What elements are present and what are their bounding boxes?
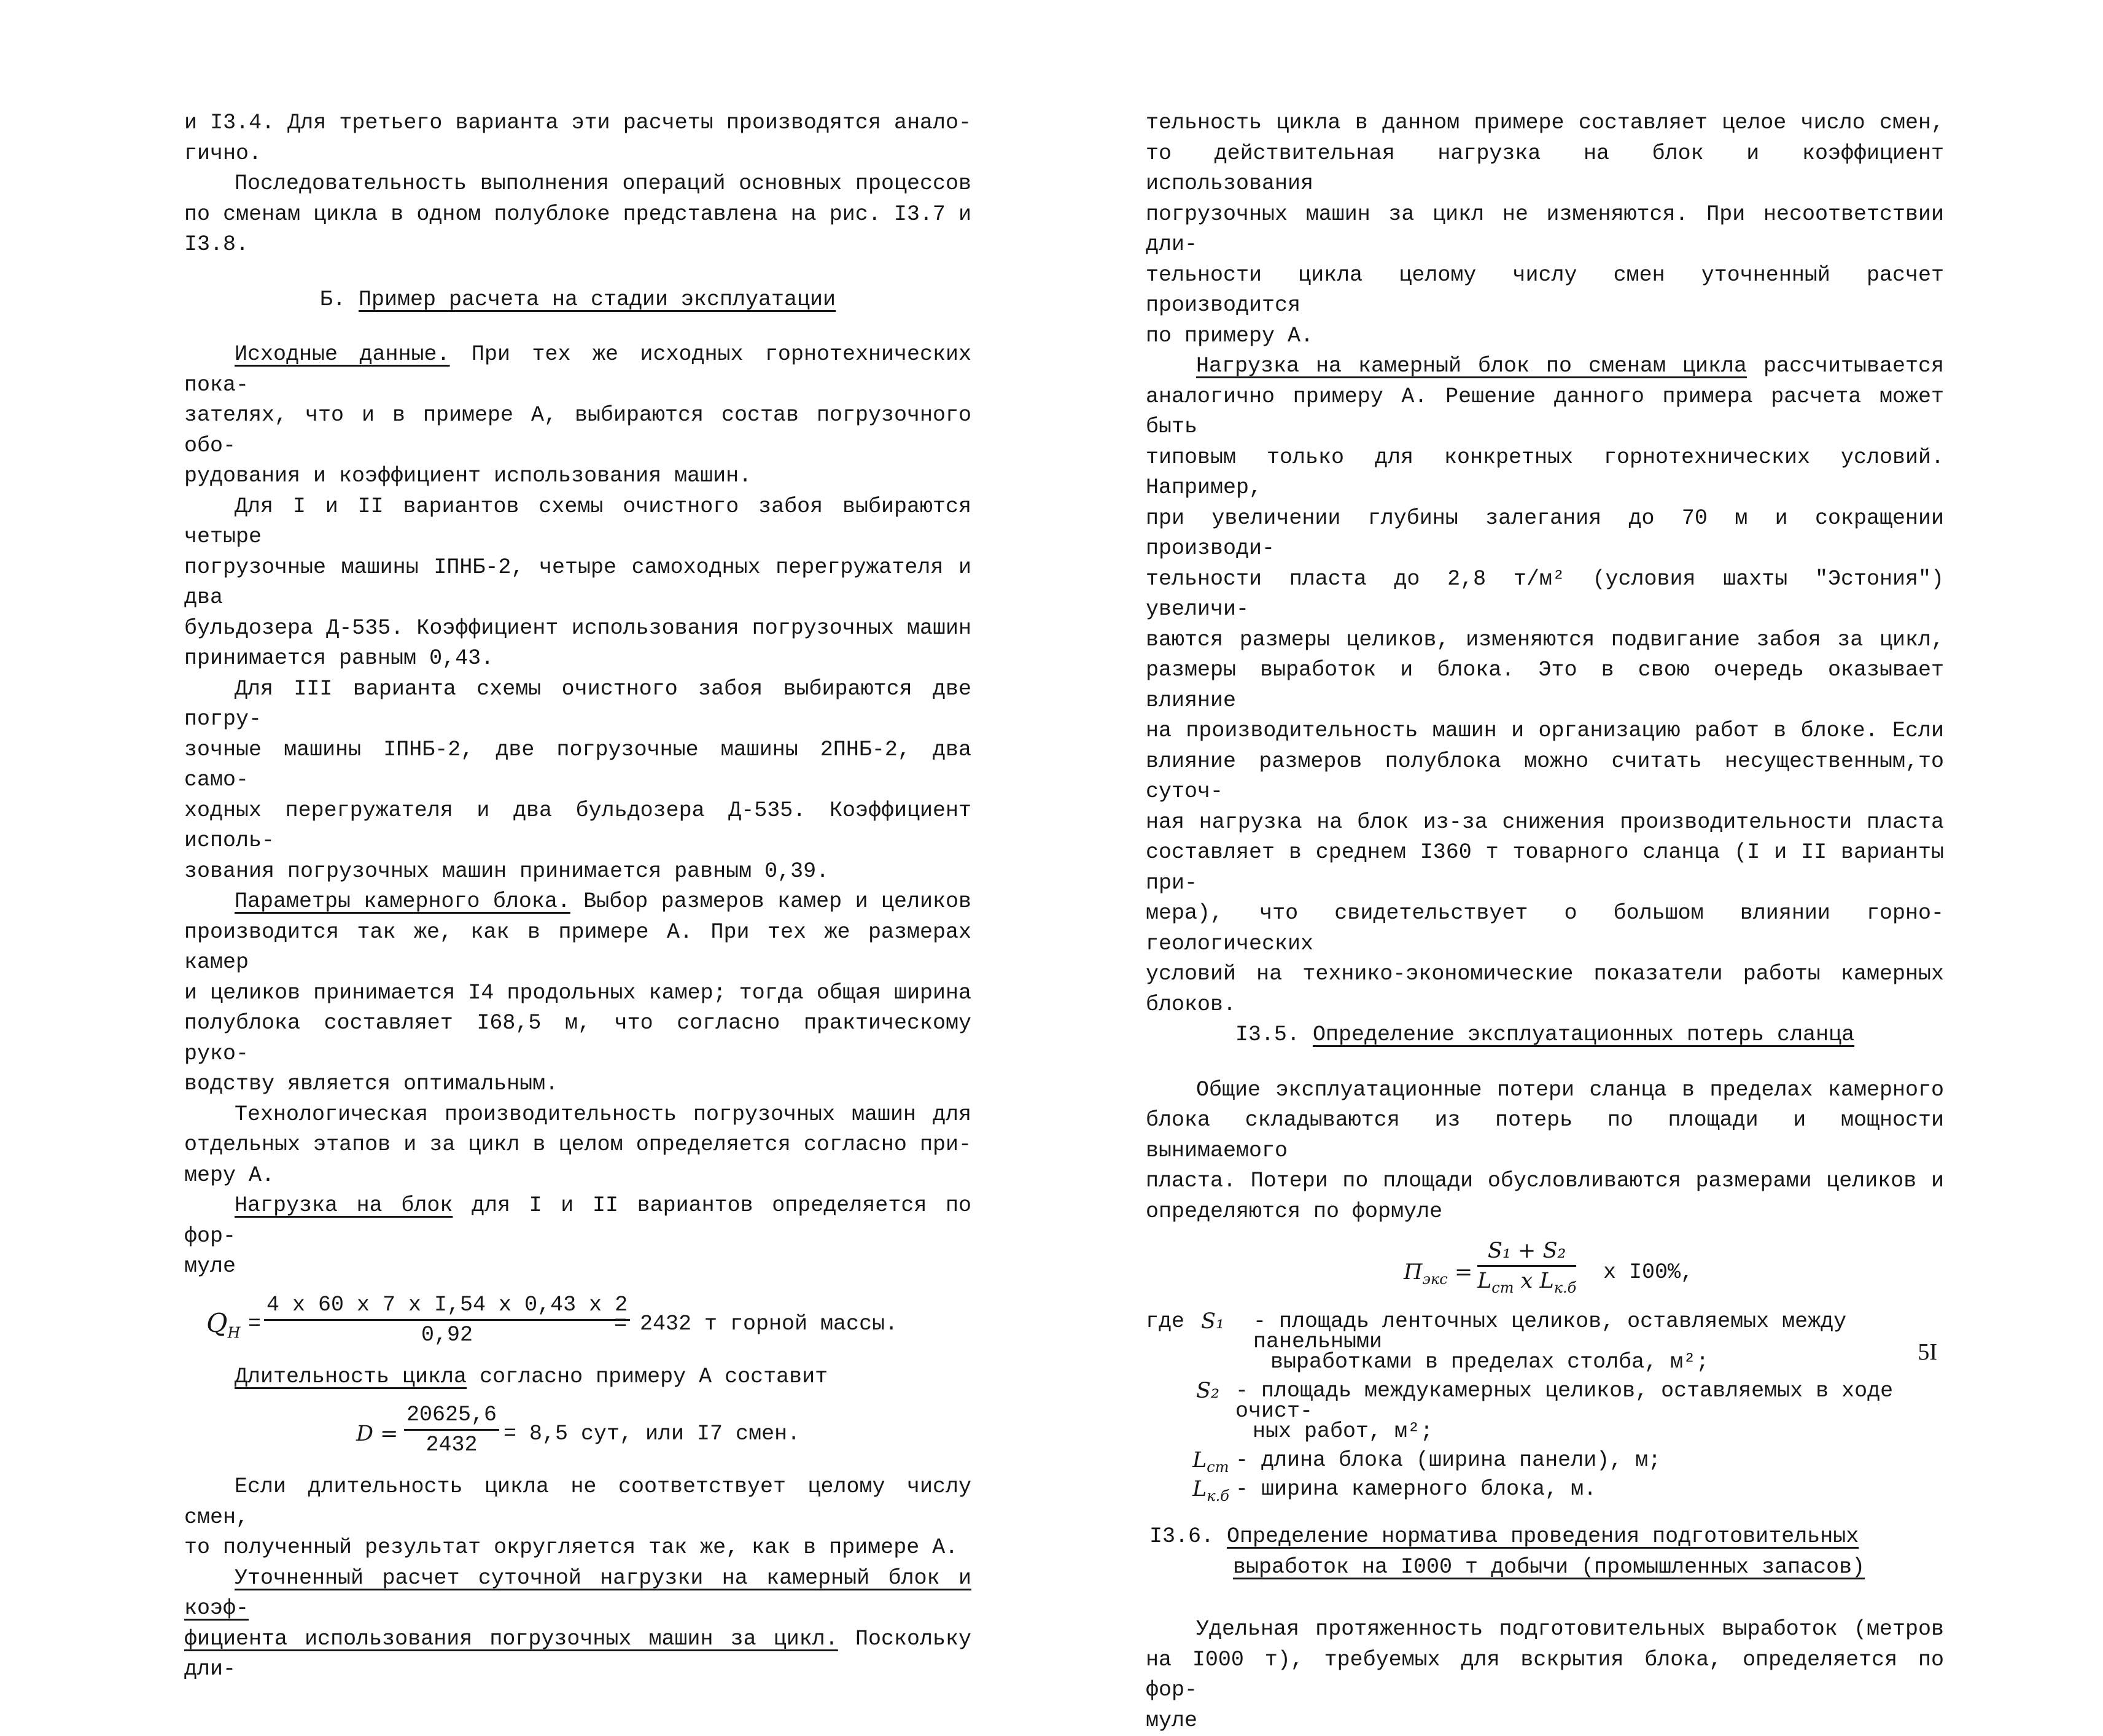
- paragraph: пласта. Потери по площади обусловливаются размерами целиков и: [1146, 1166, 1944, 1197]
- paragraph: по сменам цикла в одном полублоке представлена на рис. I3.7 и: [184, 200, 971, 230]
- paragraph: Уточненный расчет суточной нагрузки на камерный блок и коэф-: [184, 1563, 971, 1624]
- definition-row: S₂ - площадь междукамерных целиков, оставляемых в ходе очист- ных работ, м²;: [1146, 1381, 1944, 1442]
- paragraph: и целиков принимается I4 продольных камер; тогда общая ширина: [184, 978, 971, 1009]
- paragraph: Технологическая производительность погрузочных машин для: [184, 1100, 971, 1131]
- paragraph: принимается равным 0,43.: [184, 644, 971, 674]
- paragraph: аналогично примеру А. Решение данного примера расчета может быть: [1146, 382, 1944, 443]
- paragraph: определяются по формуле: [1146, 1197, 1944, 1228]
- formula-load: $Q_H$ = $\frac{\text{4 x 60 x 7 x I,54 x 0,43 x 2}}{0,92}$ = 2432 т горной массы.: [184, 1288, 971, 1356]
- paragraph: размеры выработок и блока. Это в свою очередь оказывает влияние: [1146, 655, 1944, 716]
- variable-definitions: [1146, 1312, 1944, 1500]
- paragraph: составляет в среднем I360 т товарного сланца (I и II варианты при-: [1146, 838, 1944, 898]
- paragraph: ходных перегружателя и два бульдозера Д-535. Коэффициент исполь-: [184, 796, 971, 857]
- paragraph: Для III варианта схемы очистного забоя выбираются две погру-: [184, 674, 971, 735]
- paragraph: Параметры камерного блока. Выбор размеров камер и целиков: [184, 887, 971, 917]
- section-title: Определение норматива проведения подготовительных: [1227, 1524, 1859, 1549]
- paragraph: условий на технико-экономические показатели работы камерных: [1146, 959, 1944, 990]
- section-heading-13-6-cont: [1146, 1552, 1944, 1583]
- right-column: [1146, 108, 1944, 1736]
- paragraph: производится так же, как в примере А. При тех же размерах камер: [184, 917, 971, 978]
- formula-duration: D = $\frac{20625,6}{2432}$ = 8,5 сут, или I7 смен.: [184, 1398, 971, 1466]
- paragraph: Для I и II вариантов схемы очистного забоя выбираются четыре: [184, 492, 971, 553]
- paragraph: блока складываются из потерь по площади и мощности вынимаемого: [1146, 1105, 1944, 1166]
- section-heading-13-5: I3.5. Определение эксплуатационных потерь сланца: [1146, 1020, 1944, 1051]
- paragraph: водству является оптимальным.: [184, 1069, 971, 1100]
- paragraph: на производительность машин и организацию работ в блоке. Если: [1146, 716, 1944, 747]
- paragraph: Общие эксплуатационные потери сланца в пределах камерного: [1146, 1075, 1944, 1106]
- definition-row: где S₁ - площадь ленточных целиков, оставляемых между панельными выработками в пределах столба, м²;: [1146, 1312, 1944, 1372]
- paragraph: рудования и коэффициент использования машин.: [184, 461, 971, 492]
- paragraph: при увеличении глубины залегания до 70 м и сокращении производи-: [1146, 504, 1944, 564]
- paragraph: тельность цикла в данном примере составляет целое число смен,: [1146, 108, 1944, 139]
- paragraph-lead: Параметры камерного блока.: [235, 889, 570, 914]
- paragraph: Нагрузка на блок для I и II вариантов определяется по фор-: [184, 1191, 971, 1251]
- formula-symbol: $П_{экс}$ =: [1404, 1258, 1472, 1295]
- paragraph: меру А.: [184, 1161, 971, 1191]
- paragraph: Если длительность цикла не соответствует целому числу смен,: [184, 1472, 971, 1533]
- paragraph: бульдозера Д-535. Коэффициент использования погрузочных машин: [184, 613, 971, 644]
- section-title: выработок на I000 т добычи (промышленных запасов): [1233, 1555, 1865, 1579]
- formula-fraction: S₁ + S₂ $L_{ст}$ x $L_{к.б}$: [1477, 1237, 1576, 1302]
- paragraph: полублока составляет I68,5 м, что согласно практическому руко-: [184, 1008, 971, 1069]
- formula-symbol: $Q_H$: [206, 1308, 240, 1349]
- formula-fraction: $\frac{\text{4 x 60 x 7 x I,54 x 0,43 x 2}}{0,92}$: [264, 1291, 630, 1349]
- page-number: 5I: [1918, 1337, 1937, 1368]
- paragraph: на I000 т), требуемых для вскрытия блока, определяется по фор-: [1146, 1645, 1944, 1706]
- paragraph: то действительная нагрузка на блок и коэффициент использования: [1146, 139, 1944, 200]
- definition-row: $L_{ст}$ - длина блока (ширина панели), м;: [1146, 1450, 1944, 1471]
- paragraph: Нагрузка на камерный блок по сменам цикла рассчитывается: [1146, 351, 1944, 382]
- paragraph: Последовательность выполнения операций основных процессов: [184, 169, 971, 200]
- formula-fraction: $\frac{20625,6}{2432}$: [404, 1401, 499, 1459]
- paragraph: зочные машины IПНБ-2, две погрузочные машины 2ПНБ-2, два само-: [184, 735, 971, 796]
- paragraph: фициента использования погрузочных машин за цикл. Поскольку дли-: [184, 1624, 971, 1685]
- paragraph: влияние размеров полублока можно считать несущественным,то суточ-: [1146, 747, 1944, 808]
- paragraph: по примеру А.: [1146, 321, 1944, 352]
- paragraph: ваются размеры целиков, изменяются подвигание забоя за цикл,: [1146, 625, 1944, 656]
- section-title: Определение эксплуатационных потерь сланца: [1313, 1022, 1854, 1047]
- paragraph-lead: Нагрузка на камерный блок по сменам цикла: [1196, 354, 1747, 378]
- paragraph: и I3.4. Для третьего варианта эти расчеты производятся анало-: [184, 108, 971, 139]
- paragraph: Удельная протяженность подготовительных выработок (метров: [1146, 1614, 1944, 1645]
- paragraph: муле: [184, 1251, 971, 1282]
- paragraph: погрузочные машины IПНБ-2, четыре самоходных перегружателя и два: [184, 553, 971, 613]
- paragraph: типовым только для конкретных горнотехнических условий. Например,: [1146, 443, 1944, 504]
- paragraph: I3.8.: [184, 230, 971, 260]
- paragraph-lead: Длительность цикла: [235, 1364, 467, 1389]
- paragraph: Исходные данные. При тех же исходных горнотехнических пока-: [184, 340, 971, 400]
- paragraph: гично.: [184, 139, 971, 169]
- section-heading-13-6: I3.6. Определение норматива проведения подготовительных: [1146, 1522, 1944, 1552]
- section-title: Пример расчета на стадии эксплуатации: [359, 287, 836, 312]
- paragraph: муле: [1146, 1706, 1944, 1736]
- definition-row: $L_{к.б}$ - ширина камерного блока, м.: [1146, 1479, 1944, 1500]
- paragraph: зования погрузочных машин принимается равным 0,39.: [184, 857, 971, 887]
- paragraph: зателях, что и в примере А, выбираются состав погрузочного обо-: [184, 400, 971, 461]
- paragraph: отдельных этапов и за цикл в целом определяется согласно при-: [184, 1130, 971, 1161]
- section-heading-b: Б. Пример расчета на стадии эксплуатации: [184, 285, 971, 316]
- paragraph: то полученный результат округляется так же, как в примере А.: [184, 1533, 971, 1563]
- paragraph: тельности цикла целому числу смен уточненный расчет производится: [1146, 260, 1944, 321]
- paragraph-lead: Нагрузка на блок: [235, 1193, 453, 1218]
- paragraph-lead: Исходные данные.: [235, 342, 450, 367]
- paragraph: тельности пласта до 2,8 т/м² (условия шахты "Эстония") увеличи-: [1146, 564, 1944, 625]
- paragraph: мера), что свидетельствует о большом влиянии горно-геологических: [1146, 898, 1944, 959]
- paragraph: погрузочных машин за цикл не изменяются. При несоответствии дли-: [1146, 200, 1944, 260]
- paragraph: ная нагрузка на блок из-за снижения производительности пласта: [1146, 808, 1944, 838]
- paragraph: Длительность цикла согласно примеру А составит: [184, 1362, 971, 1393]
- formula-losses: $П_{экс}$ = S₁ + S₂ $L_{ст}$ x $L_{к.б}$ x I00%,: [1146, 1233, 1944, 1306]
- paragraph: блоков.: [1146, 990, 1944, 1021]
- left-column: [184, 108, 971, 1685]
